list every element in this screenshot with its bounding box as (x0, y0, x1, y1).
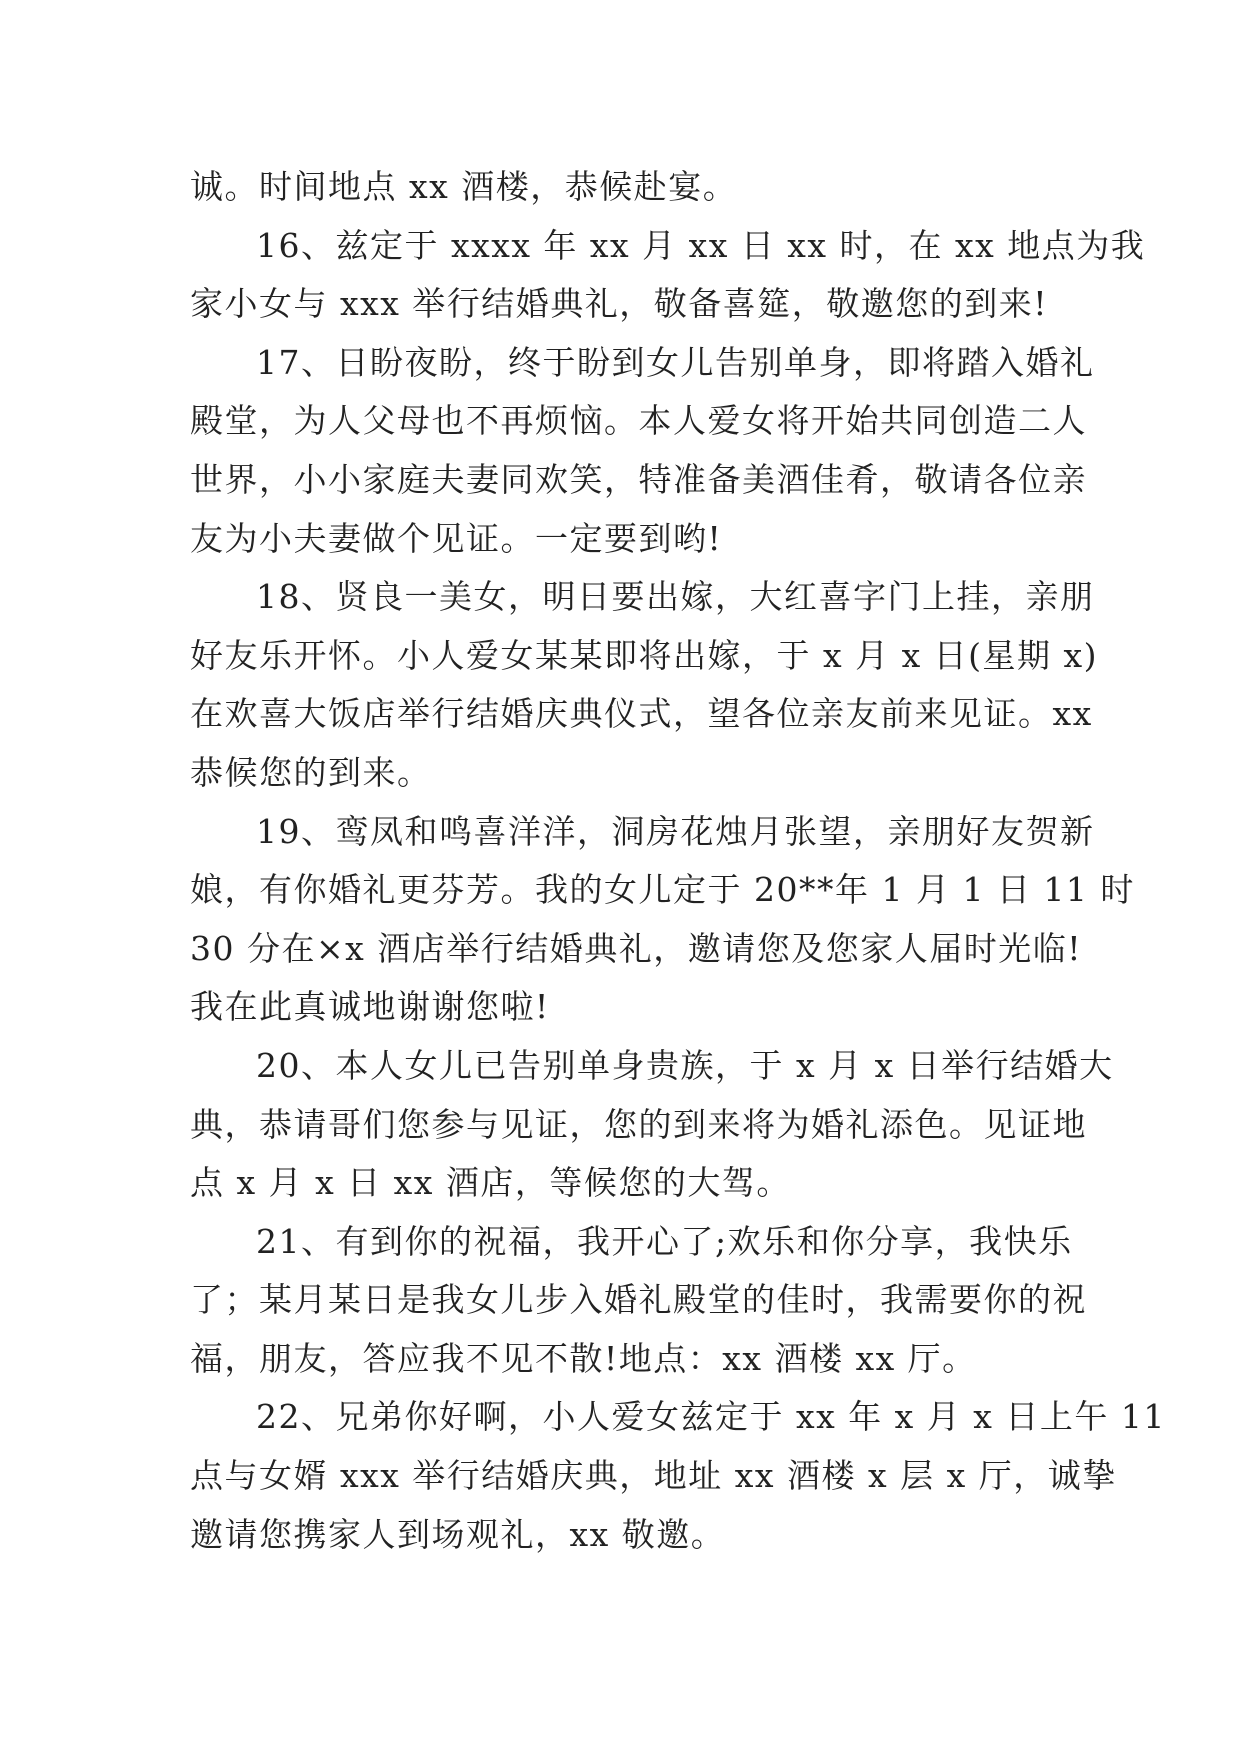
paragraph-18-line: 18、贤良一美女，明日要出嫁，大红喜字门上挂，亲朋 (256, 577, 1095, 617)
text-line: 恭候您的到来。 (190, 752, 432, 792)
document-body (190, 158, 1166, 1564)
text-line: 诚。时间地点 xx 酒楼，恭候赴宴。 (190, 167, 738, 206)
text-line: 殿堂，为人父母也不再烦恼。本人爱女将开始共同创造二人 (190, 401, 1087, 441)
text-line: 30 分在×x 酒店举行结婚典礼，邀请您及您家人届时光临! (190, 928, 1082, 968)
text-line: 了；某月某日是我女儿步入婚礼殿堂的佳时，我需要你的祝 (190, 1280, 1087, 1320)
text-line: 好友乐开怀。小人爱女某某即将出嫁，于 x 月 x 日(星期 x) (190, 635, 1099, 675)
text-line: 我在此真诚地谢谢您啦! (190, 987, 550, 1027)
text-line: 娘，有你婚礼更芬芳。我的女儿定于 20**年 1 月 1 日 11 时 (190, 870, 1135, 910)
text-line: 友为小夫妻做个见证。一定要到哟! (190, 518, 723, 558)
paragraph-20-line: 20、本人女儿已告别单身贵族，于 x 月 x 日举行结婚大 (256, 1045, 1114, 1085)
paragraph-21-line: 21、有到你的祝福，我开心了;欢乐和你分享，我快乐 (256, 1221, 1073, 1261)
text-line: 点与女婿 xxx 举行结婚庆典，地址 xx 酒楼 x 层 x 厅，诚挚 (190, 1456, 1117, 1496)
text-line: 家小女与 xxx 举行结婚典礼，敬备喜筵，敬邀您的到来! (190, 284, 1049, 324)
paragraph-16-line: 16、兹定于 xxxx 年 xx 月 xx 日 xx 时，在 xx 地点为我 (256, 225, 1146, 265)
text-line: 邀请您携家人到场观礼，xx 敬邀。 (190, 1514, 726, 1554)
text-line: 在欢喜大饭店举行结婚庆典仪式，望各位亲友前来见证。xx (190, 694, 1093, 734)
paragraph-17-line: 17、日盼夜盼，终于盼到女儿告别单身，即将踏入婚礼 (256, 342, 1095, 382)
text-line: 世界，小小家庭夫妻同欢笑，特准备美酒佳肴，敬请各位亲 (190, 459, 1087, 499)
text-line: 福，朋友，答应我不见不散!地点：xx 酒楼 xx 厅。 (190, 1338, 977, 1378)
text-line: 典，恭请哥们您参与见证，您的到来将为婚礼添色。见证地 (190, 1104, 1087, 1144)
paragraph-22-line: 22、兄弟你好啊，小人爱女兹定于 xx 年 x 月 x 日上午 11 (256, 1397, 1166, 1437)
text-line: 点 x 月 x 日 xx 酒店，等候您的大驾。 (190, 1163, 791, 1203)
paragraph-19-line: 19、鸾凤和鸣喜洋洋，洞房花烛月张望，亲朋好友贺新 (256, 811, 1095, 851)
